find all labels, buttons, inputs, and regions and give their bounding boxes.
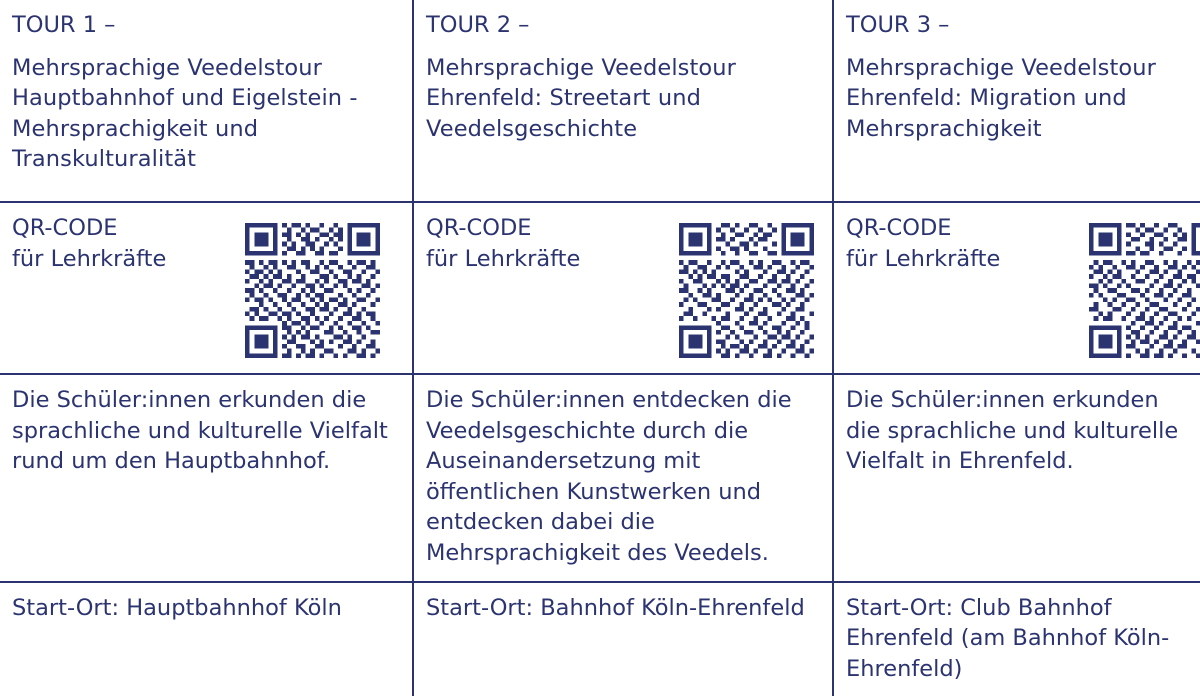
table-row-titles [0,0,1200,202]
qr-code-tour-1-icon[interactable] [245,223,380,358]
tour-1-title-cell [0,0,413,202]
tour-1-title-body: Mehrsprachige Veedelstour Hauptbahnhof und Eigelstein - Mehrsprachigkeit und Transkulturalität [12,54,358,173]
tour-1-start-location: Start-Ort: Hauptbahnhof Köln [12,594,342,621]
tour-3-start-cell [833,582,1200,696]
tour-3-qr-holder[interactable] [1089,223,1200,358]
tour-1-description: Die Schüler:innen erkunden die sprachliche und kulturelle Vielfalt rund um den Hauptbahnhof. [12,387,388,475]
qr-code-tour-3-icon[interactable] [1089,223,1200,358]
table-row-qr-codes [0,202,1200,374]
tour-1-qr-label-line2: für Lehrkräfte [12,245,167,272]
tour-1-qr-cell [0,202,413,374]
tour-2-description: Die Schüler:innen entdecken die Veedelsgeschichte durch die Auseinandersetzung mit öffentlichen Kunstwerken und entdecken dabei die Mehrsprachigkeit des Veedels. [426,387,792,566]
tour-2-title-cell [413,0,833,202]
tour-2-qr-label-line2: für Lehrkräfte [426,245,581,272]
tour-3-start-location: Start-Ort: Club Bahnhof Ehrenfeld (am Bahnhof Köln-Ehrenfeld) [846,594,1170,682]
tour-3-title-head: TOUR 3 – [846,12,950,38]
tour-1-qr-holder[interactable] [245,223,380,358]
tour-2-qr-cell [413,202,833,374]
tour-1-qr-label-line1: QR-CODE [12,215,118,241]
tour-1-start-cell [0,582,413,696]
tour-2-start-cell [413,582,833,696]
tour-3-qr-cell [833,202,1200,374]
tour-3-qr-label-line2: für Lehrkräfte [846,245,1001,272]
table-row-start-locations [0,582,1200,696]
tour-3-title-body: Mehrsprachige Veedelstour Ehrenfeld: Migration und Mehrsprachigkeit [846,54,1156,142]
tour-2-description-cell [413,374,833,582]
tour-2-qr-label-line1: QR-CODE [426,215,532,241]
qr-code-tour-2-icon[interactable] [679,223,814,358]
tour-2-title-body: Mehrsprachige Veedelstour Ehrenfeld: Streetart und Veedelsgeschichte [426,54,736,142]
table-row-descriptions [0,374,1200,582]
tour-2-start-location: Start-Ort: Bahnhof Köln-Ehrenfeld [426,594,805,621]
tour-2-title-head: TOUR 2 – [426,12,530,38]
tour-1-title-head: TOUR 1 – [12,12,116,38]
tour-3-qr-label-line1: QR-CODE [846,215,952,241]
tour-3-title-cell [833,0,1200,202]
tour-1-description-cell [0,374,413,582]
tour-3-description-cell [833,374,1200,582]
tour-3-description: Die Schüler:innen erkunden die sprachliche und kulturelle Vielfalt in Ehrenfeld. [846,387,1179,475]
tour-2-qr-holder[interactable] [679,223,814,358]
